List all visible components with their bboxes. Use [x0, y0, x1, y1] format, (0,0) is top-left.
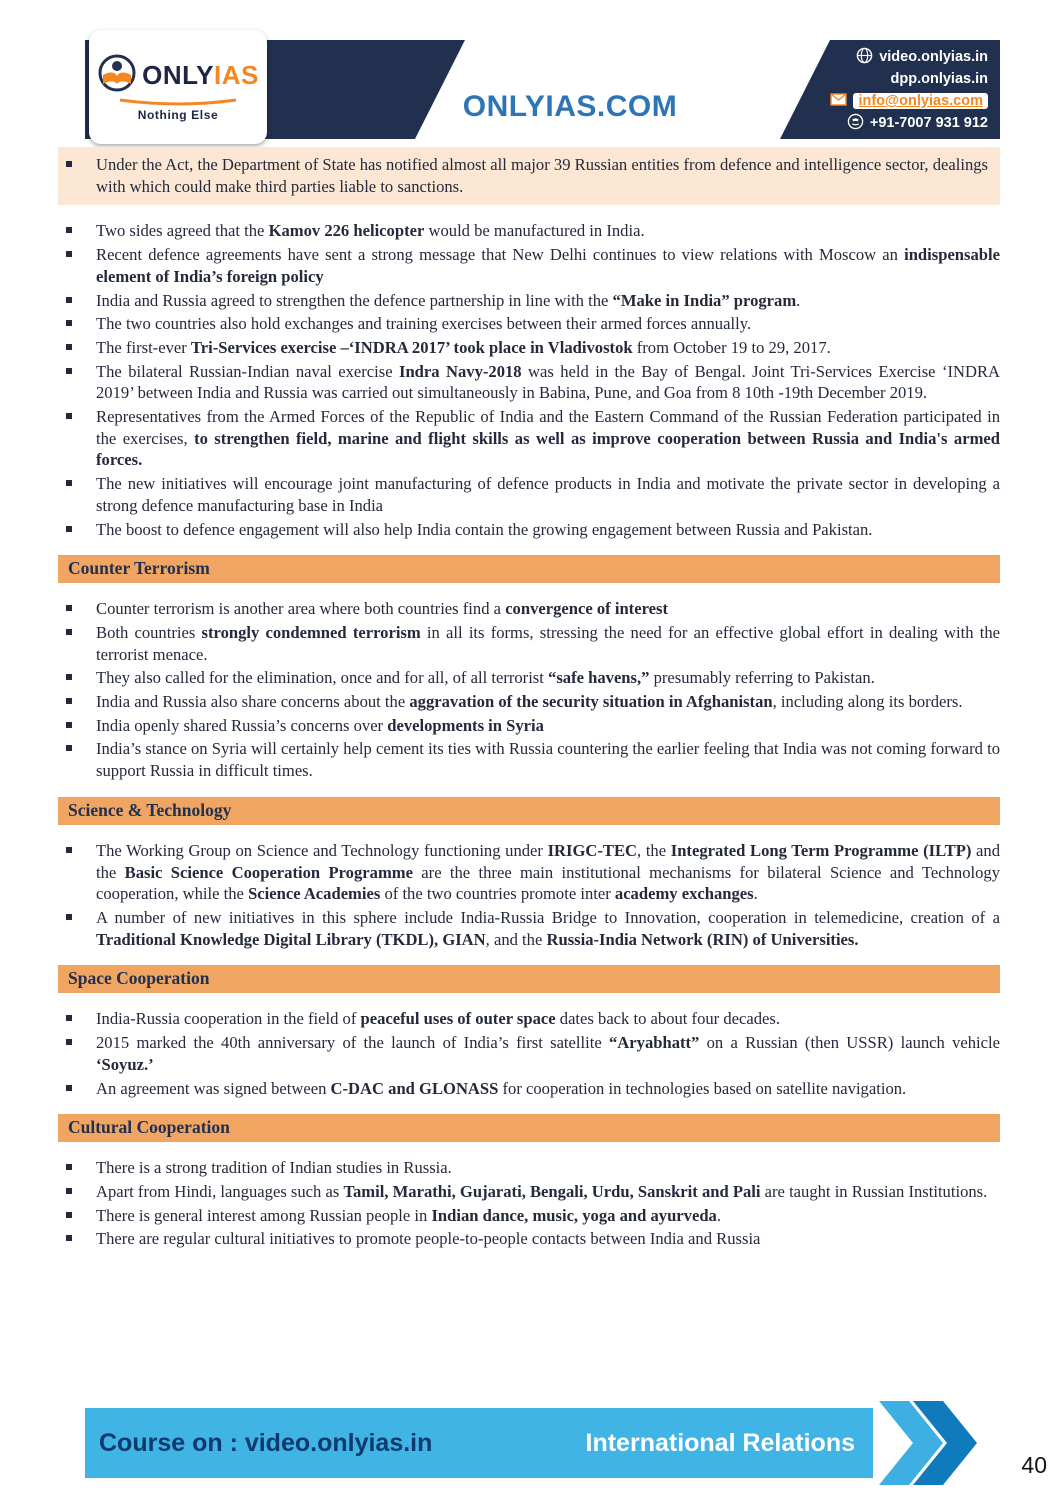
bullet-item	[58, 1205, 1000, 1227]
square-bullet-icon	[66, 227, 72, 233]
bullet-text: India and Russia agreed to strengthen the defence partnership in line with the “Make in India” program.	[96, 290, 801, 310]
bullet-item	[58, 1078, 1000, 1100]
phone-icon	[847, 113, 864, 134]
bullet-list	[58, 1008, 1000, 1099]
square-bullet-icon	[66, 745, 72, 751]
bullet-text: India openly shared Russia’s concerns over developments in Syria	[96, 715, 544, 735]
bullet-item	[58, 519, 1000, 541]
square-bullet-icon	[66, 161, 72, 167]
square-bullet-icon	[66, 1039, 72, 1045]
square-bullet-icon	[66, 297, 72, 303]
bullet-text: The first-ever Tri-Services exercise –‘INDRA 2017’ took place in Vladivostok from October 19 to 29, 2017.	[96, 337, 831, 357]
bullet-text: Recent defence agreements have sent a strong message that New Delhi continues to view relations with Moscow an indispensable element of India’s foreign policy	[96, 245, 1000, 286]
onlyias-logo	[89, 30, 267, 144]
chevron-right-icon	[879, 1401, 979, 1490]
bullet-text: 2015 marked the 40th anniversary of the launch of India’s first satellite “Aryabhatt” on a Russian (then USSR) launch vehicle ‘Soyuz.’	[96, 1033, 1001, 1074]
content-flow	[58, 147, 1000, 1252]
contact-phone[interactable]	[847, 113, 988, 133]
square-bullet-icon	[66, 1212, 72, 1218]
footer-course-link[interactable]: Course on : video.onlyias.in	[99, 1428, 433, 1457]
email-icon	[830, 93, 847, 110]
onlyias-logo-icon	[97, 53, 137, 98]
section-header: Cultural Cooperation	[58, 1114, 1000, 1142]
contact-email[interactable]	[830, 91, 988, 111]
bullet-item	[58, 220, 1000, 242]
bullet-item	[58, 244, 1000, 287]
globe-icon	[856, 47, 873, 68]
section-header: Science & Technology	[58, 797, 1000, 825]
square-bullet-icon	[66, 847, 72, 853]
square-bullet-icon	[66, 605, 72, 611]
bullet-item	[58, 691, 1000, 713]
bullet-item	[58, 622, 1000, 665]
bullet-list	[58, 840, 1000, 951]
square-bullet-icon	[66, 1235, 72, 1241]
bullet-text: Under the Act, the Department of State has notified almost all major 39 Russian entities from defence and intelligence sector, dealings with which could make third parties liable to sanctions.	[96, 155, 988, 196]
logo-tagline: Nothing Else	[137, 107, 219, 122]
bullet-item	[58, 1181, 1000, 1203]
square-bullet-icon	[66, 251, 72, 257]
bullet-text: The bilateral Russian-Indian naval exercise Indra Navy-2018 was held in the Bay of Bengal. Joint Tri-Services Exercise ‘INDRA 2019’ between India and Russia was carried out simultaneously in Babina, Pune, and Goa from 8 10th -19th December 2019.	[96, 361, 1001, 403]
bullet-text: Apart from Hindi, languages such as Tamil, Marathi, Gujarati, Bengali, Urdu, Sanskrit and Pali are taught in Russian Institutions.	[96, 1181, 988, 1201]
bullet-text: Both countries strongly condemned terrorism in all its forms, stressing the need for an effective global effort in dealing with the terrorist menace.	[96, 622, 1000, 664]
contact-video[interactable]	[856, 47, 988, 67]
bullet-text: Counter terrorism is another area where both countries find a convergence of interest	[96, 599, 668, 619]
bullet-item	[58, 840, 1000, 905]
page-number: 40	[1021, 1452, 1047, 1478]
bullet-text: The two countries also hold exchanges and training exercises between their armed forces annually.	[96, 314, 752, 334]
bullet-text: India and Russia also share concerns about the aggravation of the security situation in Afghanistan, including along its borders.	[96, 692, 963, 712]
bullet-item	[58, 337, 1000, 359]
bullet-list	[58, 598, 1000, 782]
bullet-text: Two sides agreed that the Kamov 226 helicopter would be manufactured in India.	[96, 221, 645, 241]
square-bullet-icon	[66, 1015, 72, 1021]
bullet-item	[58, 667, 1000, 689]
bullet-item	[58, 1008, 1000, 1030]
footer-band	[85, 1408, 873, 1478]
bullet-item	[58, 290, 1000, 312]
square-bullet-icon	[66, 1188, 72, 1194]
brand-wordmark: ONLYIAS	[142, 59, 259, 90]
bullet-text: A number of new initiatives in this sphere include India-Russia Bridge to Innovation, cooperation in telemedicine, creation of a Traditional Knowledge Digital Library (TKDL), GIAN, and the Russia-India Network (RIN) of Universities.	[96, 907, 1000, 949]
footer-subject-label: International Relations	[585, 1428, 855, 1457]
page-header	[85, 40, 1000, 139]
bullet-item	[58, 313, 1000, 335]
contact-email-text: info@onlyias.com	[853, 93, 988, 109]
section-header: Space Cooperation	[58, 965, 1000, 993]
bullet-item	[58, 738, 1000, 781]
bullet-text: They also called for the elimination, once and for all, of all terrorist “safe havens,” presumably referring to Pakistan.	[96, 668, 875, 688]
bullet-item	[58, 154, 988, 197]
bullet-text: The new initiatives will encourage joint manufacturing of defence products in India and motivate the private sector in developing a strong defence manufacturing base in India	[96, 474, 1000, 515]
bullet-item	[58, 1157, 1000, 1179]
contact-dpp-text: dpp.onlyias.in	[890, 71, 988, 87]
square-bullet-icon	[66, 722, 72, 728]
bullet-text: There are regular cultural initiatives to promote people-to-people contacts between India and Russia	[96, 1229, 761, 1249]
bullet-item	[58, 473, 1000, 516]
logo-swoosh	[118, 98, 238, 107]
bullet-text: Representatives from the Armed Forces of the Republic of India and the Eastern Command of the Russian Federation participated in the exercises, to strengthen field, marine and flight skills as well as improve cooperation between Russia and India's armed forces.	[96, 407, 1000, 470]
header-contacts	[830, 47, 988, 133]
square-bullet-icon	[66, 698, 72, 704]
square-bullet-icon	[66, 320, 72, 326]
square-bullet-icon	[66, 629, 72, 635]
square-bullet-icon	[66, 1164, 72, 1170]
bullet-text: India-Russia cooperation in the field of peaceful uses of outer space dates back to about four decades.	[96, 1009, 781, 1029]
square-bullet-icon	[66, 914, 72, 920]
square-bullet-icon	[66, 413, 72, 419]
contact-dpp[interactable]	[891, 69, 988, 89]
bullet-item	[58, 907, 1000, 950]
square-bullet-icon	[66, 526, 72, 532]
square-bullet-icon	[66, 368, 72, 374]
square-bullet-icon	[66, 674, 72, 680]
contact-phone-text: +91-7007 931 912	[869, 115, 988, 131]
bullet-list	[58, 220, 1000, 540]
bullet-text: The Working Group on Science and Technology functioning under IRIGC-TEC, the Integrated Long Term Programme (ILTP) and the Basic Science Cooperation Programme are the three main institutional mechanisms for bilateral Science and Technology cooperation, while the Science Academies of the two countries promote inter academy exchanges.	[96, 840, 1001, 904]
bullet-item	[58, 361, 1000, 404]
square-bullet-icon	[66, 480, 72, 486]
square-bullet-icon	[66, 344, 72, 350]
bullet-item	[58, 406, 1000, 471]
bullet-list	[58, 1157, 1000, 1250]
section-header: Counter Terrorism	[58, 555, 1000, 583]
bullet-text: An agreement was signed between C-DAC and GLONASS for cooperation in technologies based on satellite navigation.	[96, 1078, 907, 1098]
bullet-text: India’s stance on Syria will certainly help cement its ties with Russia countering the earlier feeling that India was not coming forward to support Russia in difficult times.	[96, 739, 1000, 781]
bullet-item	[58, 715, 1000, 737]
bullet-item	[58, 598, 1000, 620]
site-title: ONLYIAS.COM	[462, 90, 678, 123]
bullet-text: There is a strong tradition of Indian studies in Russia.	[96, 1158, 452, 1178]
bullet-text: There is general interest among Russian people in Indian dance, music, yoga and ayurveda.	[96, 1205, 722, 1225]
contact-video-text: video.onlyias.in	[879, 49, 988, 65]
bullet-text: The boost to defence engagement will also help India contain the growing engagement between Russia and Pakistan.	[96, 519, 873, 539]
square-bullet-icon	[66, 1085, 72, 1091]
highlight-note	[58, 147, 1000, 205]
bullet-item	[58, 1032, 1000, 1075]
bullet-item	[58, 1228, 1000, 1250]
